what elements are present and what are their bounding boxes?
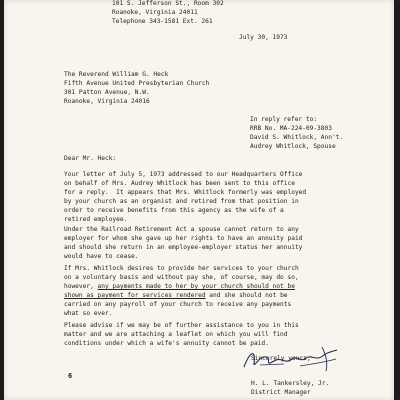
signer-name: H. L. Tankersley, Jr. (251, 380, 330, 387)
letterhead-telephone: Telephone 343-1581 Ext. 261 (112, 18, 213, 25)
letter-date: July 30, 1973 (239, 34, 288, 41)
body-line (64, 293, 288, 299)
reference-line: David S. Whitlock, Ann't. (250, 134, 344, 141)
margin-mark: 6 (68, 372, 73, 380)
body-line: matter and we are attaching a leaflet on which you will find (64, 331, 288, 338)
body-line: Your letter of July 5, 1973 addressed to our Headquarters Office (64, 171, 303, 178)
recipient-line: The Reverend William G. Heck (64, 71, 169, 78)
letterhead-address: 101 S. Jefferson St., Room 302 (112, 0, 224, 7)
body-line: on behalf of Mrs. Audrey Whitlock has been sent to this office (64, 180, 295, 187)
body-line: retired employee. (64, 216, 128, 223)
body-line: order to receive benefits from this agency as the wife of a (64, 207, 284, 214)
body-line: what so ever. (64, 310, 113, 317)
letterhead-city: Roanoke, Virginia 24011 (112, 9, 198, 16)
body-line: employer for whom she gave up her rights to have an annuity paid (64, 235, 303, 242)
body-text: and she should not be (205, 292, 288, 299)
body-line: carried on any payroll of your church to receive any payments (64, 301, 292, 308)
body-text: however, (64, 283, 98, 290)
body-line (64, 284, 295, 290)
recipient-line: Roanoke, Virginia 24016 (64, 98, 150, 105)
body-line: would have to cease. (64, 253, 139, 260)
underlined-text: shown as payment for services rendered (64, 292, 206, 299)
salutation: Dear Mr. Heck: (64, 155, 117, 162)
reference-line: RRB No. MA-224-09-3803 (250, 125, 332, 132)
recipient-line: Fifth Avenue United Presbyterian Church (64, 80, 210, 87)
reference-line: Audrey Whitlock, Spouse (250, 143, 336, 150)
letter-page (4, 0, 394, 400)
reference-line: In reply refer to: (250, 116, 318, 123)
body-line: Please advise if we may be of further assistance to you in this (64, 322, 299, 329)
closing: Sincerely yours, (251, 355, 311, 362)
body-line: conditions under which a wife's annuity cannot be paid. (64, 340, 269, 347)
underlined-text: any payments made to her by your church should not be (97, 283, 295, 290)
body-line: on a voluntary basis and without pay she, of course, may do so, (64, 274, 299, 281)
body-line: Under the Railroad Retirement Act a spouse cannot return to any (64, 226, 299, 233)
body-line: If Mrs. Whitlock desires to provide her services to your church (64, 265, 299, 272)
body-line: by your church as an organist and retired from that position in (64, 198, 299, 205)
recipient-line: 301 Patton Avenue, N.W. (64, 89, 150, 96)
body-line: and should she return in an employee-employer status her annuity (64, 244, 303, 251)
handwritten-signature (240, 345, 340, 373)
body-line: for a reply. It appears that Mrs. Whitlock formerly was employed (64, 189, 307, 196)
signer-title: District Manager (251, 389, 311, 396)
